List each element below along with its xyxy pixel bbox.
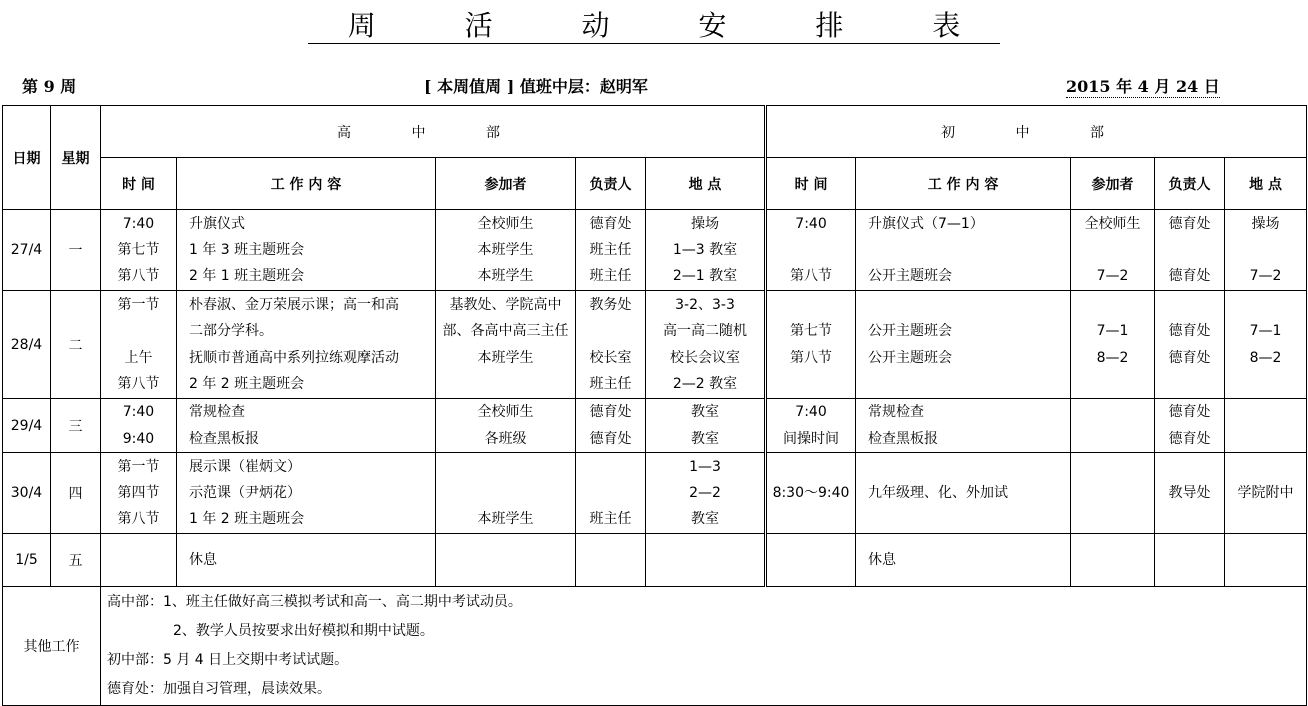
junior-time-line [767,292,855,318]
junior-place-line: 学院附中 [1237,484,1294,501]
junior-participants-cell [1071,399,1155,453]
high-owner-line: 班主任 [589,268,632,285]
junior-participants-line [1071,292,1154,318]
high-participants-line [436,547,575,573]
junior-time-cell [766,399,856,453]
high-place-line: 2—2 教室 [672,375,738,392]
day-weekday: 四 [51,453,101,534]
junior-header-time: 时 间 [766,158,856,210]
junior-place-line: 7—2 [1249,268,1282,285]
high-time-line: 7:40 [122,404,155,421]
high-content-cell [177,453,436,534]
junior-place-line [1225,547,1306,573]
junior-place-line: 操场 [1251,215,1280,232]
high-participants-line: 基教处、学院高中 [449,296,562,313]
junior-place-line: 7—1 [1249,323,1282,340]
day-row [3,291,1307,399]
high-participants-line: 全校师生 [477,404,534,421]
high-place-line: 高一高二随机 [663,323,747,340]
high-content-line: 2 年 2 班主题班会 [189,375,305,392]
high-header-content: 工 作 内 容 [177,158,436,210]
other-line: 2、教学人员按要求出好模拟和期中试题。 [173,623,434,639]
high-content-line: 展示课（崔炳文） [189,458,301,475]
high-owner-line [576,547,645,573]
junior-content-line: 检查黑板报 [868,430,939,447]
junior-content-cell [856,291,1071,399]
junior-place-cell [1225,534,1307,587]
high-time-line: 第一节 [117,458,160,475]
high-header-time: 时 间 [101,158,177,210]
high-owner-line: 班主任 [589,241,632,258]
day-weekday: 三 [51,399,101,453]
junior-owner-cell [1155,534,1225,587]
high-time-line [101,318,176,344]
high-participants-line: 各班级 [484,430,527,447]
high-place-line: 3-2、3-3 [675,296,735,313]
junior-time-cell [766,534,856,587]
week-number: 第 9 周 [22,77,77,96]
other-line: 德育处：加强自习管理，晨读效果。 [107,681,331,697]
junior-time-line: 第七节 [790,323,833,340]
high-participants-line: 本班学生 [477,241,534,258]
junior-place-line: 8—2 [1249,349,1282,366]
high-content-line: 抚顺市普通高中系列拉练观摩活动 [189,349,399,366]
day-date: 1/5 [3,534,51,587]
report-date: 2015 年 4 月 24 日 [1066,74,1220,98]
junior-owner-line: 德育处 [1168,268,1211,285]
junior-participants-line [1071,371,1154,397]
junior-owner-cell [1155,453,1225,534]
junior-owner-line [1155,371,1224,397]
junior-content-line [862,292,1070,318]
high-owner-line: 校长室 [589,349,632,366]
junior-time-line: 第八节 [790,268,833,285]
junior-content-cell [856,399,1071,453]
high-place-line: 操场 [691,215,719,232]
junior-participants-cell [1071,534,1155,587]
high-content-cell [177,534,436,587]
high-time-line: 上午 [124,349,153,366]
junior-time-line [767,547,855,573]
day-weekday: 五 [51,534,101,587]
junior-content-cell [856,453,1071,534]
high-owner-line [576,318,645,344]
high-content-line: 升旗仪式 [189,215,245,232]
junior-content-line: 常规检查 [868,404,925,421]
col-header-weekday: 星期 [51,106,101,210]
high-content-line: 常规检查 [189,404,245,421]
junior-content-line: 公开主题班会 [868,268,953,285]
junior-content-line: 公开主题班会 [868,349,953,366]
high-content-line: 二部分学科。 [189,323,273,340]
junior-time-line: 8:30～9:40 [772,484,850,501]
junior-owner-line: 德育处 [1168,349,1211,366]
col-header-date: 日期 [3,106,51,210]
high-participants-line [436,480,575,506]
high-header-place: 地 点 [646,158,766,210]
high-place-cell [646,291,766,399]
high-owner-line: 班主任 [589,375,632,392]
high-place-line: 校长会议室 [670,349,740,366]
junior-participants-line [1071,426,1154,452]
high-time-line: 第八节 [117,511,160,528]
junior-place-line [1225,237,1306,263]
high-owner-cell [576,453,646,534]
junior-participants-line: 8—2 [1096,349,1129,366]
junior-place-line [1225,292,1306,318]
high-place-line: 1—3 [689,458,721,475]
day-date: 30/4 [3,453,51,534]
high-participants-cell [436,453,576,534]
junior-owner-line: 德育处 [1168,430,1211,447]
high-content-line: 1 年 2 班主题班会 [189,511,305,528]
day-row [3,453,1307,534]
high-header-participants: 参加者 [436,158,576,210]
duty-officer: [ 本周值周 ] 值班中层：赵明军 [424,77,648,96]
high-owner-line: 德育处 [589,404,632,421]
junior-place-cell [1225,399,1307,453]
junior-time-line: 第八节 [790,349,833,366]
other-line: 高中部：1、班主任做好高三模拟考试和高一、高二期中考试动员。 [107,594,522,610]
high-owner-line: 德育处 [589,215,632,232]
high-content-line: 休息 [189,551,217,568]
junior-participants-cell [1071,291,1155,399]
high-place-line: 1—3 教室 [672,241,738,258]
junior-participants-cell [1071,210,1155,291]
junior-participants-line [1071,237,1154,263]
day-weekday: 一 [51,210,101,291]
high-place-cell [646,399,766,453]
junior-owner-cell [1155,210,1225,291]
junior-place-line [1225,399,1306,425]
high-participants-cell [436,291,576,399]
junior-owner-line: 德育处 [1168,323,1211,340]
high-header-owner: 负责人 [576,158,646,210]
section-header-junior: 初 中 部 [766,106,1307,158]
page-title: 周 活 动 安 排 表 [0,4,1308,44]
schedule-table [2,105,1307,706]
junior-participants-line [1071,547,1154,573]
high-place-line: 教室 [691,511,719,528]
high-participants-line [436,371,575,397]
high-place-cell [646,534,766,587]
junior-place-cell [1225,453,1307,534]
high-owner-line [576,454,645,480]
junior-owner-line [1155,547,1224,573]
junior-owner-line: 教导处 [1168,484,1211,501]
high-time-line: 第四节 [117,484,160,501]
junior-participants-line [1071,480,1154,506]
high-place-line: 教室 [691,430,719,447]
junior-participants-line [1071,399,1154,425]
junior-participants-line: 全校师生 [1084,215,1141,232]
junior-content-line: 休息 [868,551,897,568]
high-owner-line: 德育处 [589,430,632,447]
junior-time-line: 7:40 [795,404,827,421]
high-content-cell [177,291,436,399]
high-time-line: 第八节 [117,375,160,392]
high-content-line: 1 年 3 班主题班会 [189,241,305,258]
junior-content-line [862,371,1070,397]
high-content-line: 检查黑板报 [189,430,259,447]
junior-time-cell [766,210,856,291]
day-date: 27/4 [3,210,51,291]
day-weekday: 二 [51,291,101,399]
day-row [3,210,1307,291]
high-time-cell [101,453,177,534]
high-content-line: 朴春淑、金万荣展示课；高一和高 [189,296,399,313]
high-participants-line: 全校师生 [477,215,534,232]
junior-participants-line: 7—2 [1096,268,1129,285]
day-date: 28/4 [3,291,51,399]
junior-content-line [862,237,1070,263]
high-place-line: 2—1 教室 [672,268,738,285]
junior-participants-cell [1071,453,1155,534]
junior-owner-line: 德育处 [1168,215,1211,232]
junior-content-line: 公开主题班会 [868,323,953,340]
junior-time-line: 7:40 [795,215,827,232]
high-participants-cell [436,534,576,587]
other-line: 初中部：5 月 4 日上交期中考试试题。 [107,652,349,668]
junior-content-line: 九年级理、化、外加试 [868,484,1009,501]
high-time-cell [101,291,177,399]
high-time-line: 第八节 [117,268,160,285]
high-time-cell [101,399,177,453]
high-owner-cell [576,399,646,453]
high-owner-cell [576,210,646,291]
high-time-line [101,547,176,573]
junior-header-participants: 参加者 [1071,158,1155,210]
high-participants-line: 本班学生 [477,268,534,285]
high-time-cell [101,534,177,587]
high-content-cell [177,210,436,291]
junior-content-cell [856,210,1071,291]
junior-place-cell [1225,291,1307,399]
junior-header-content: 工 作 内 容 [856,158,1071,210]
high-participants-line [436,454,575,480]
high-owner-cell [576,534,646,587]
day-row [3,534,1307,587]
junior-place-cell [1225,210,1307,291]
other-work-content [101,587,1307,706]
high-content-cell [177,399,436,453]
junior-time-cell [766,291,856,399]
high-time-line: 第一节 [117,296,160,313]
high-place-line: 2—2 [689,484,721,501]
junior-owner-line [1155,292,1224,318]
high-participants-line: 部、各高中高三主任 [442,323,569,340]
junior-content-cell [856,534,1071,587]
junior-place-line [1225,371,1306,397]
junior-time-line [767,237,855,263]
high-time-line: 第七节 [117,241,160,258]
high-owner-cell [576,291,646,399]
high-place-line [646,547,764,573]
high-owner-line: 班主任 [589,511,632,528]
junior-owner-line [1155,237,1224,263]
high-time-line: 9:40 [122,430,155,447]
high-owner-line: 教务处 [589,296,632,313]
junior-owner-line: 德育处 [1168,404,1211,421]
junior-time-line: 间操时间 [783,430,840,447]
junior-owner-cell [1155,399,1225,453]
day-date: 29/4 [3,399,51,453]
junior-header-owner: 负责人 [1155,158,1225,210]
junior-header-place: 地 点 [1225,158,1307,210]
high-participants-cell [436,210,576,291]
section-header-high: 高 中 部 [101,106,766,158]
high-owner-line [576,480,645,506]
high-place-cell [646,210,766,291]
junior-time-line [767,371,855,397]
high-content-line: 2 年 1 班主题班会 [189,268,305,285]
high-content-line: 示范课（尹炳花） [189,484,301,501]
high-time-line: 7:40 [122,215,155,232]
high-place-line: 教室 [691,404,719,421]
junior-place-line [1225,426,1306,452]
high-participants-cell [436,399,576,453]
junior-owner-cell [1155,291,1225,399]
junior-participants-line: 7—1 [1096,323,1129,340]
high-participants-line: 本班学生 [477,511,534,528]
junior-time-cell [766,453,856,534]
other-work-label: 其他工作 [3,587,101,706]
high-place-cell [646,453,766,534]
high-time-cell [101,210,177,291]
high-participants-line: 本班学生 [477,349,534,366]
junior-content-line: 升旗仪式（7—1） [868,215,984,232]
day-row [3,399,1307,453]
